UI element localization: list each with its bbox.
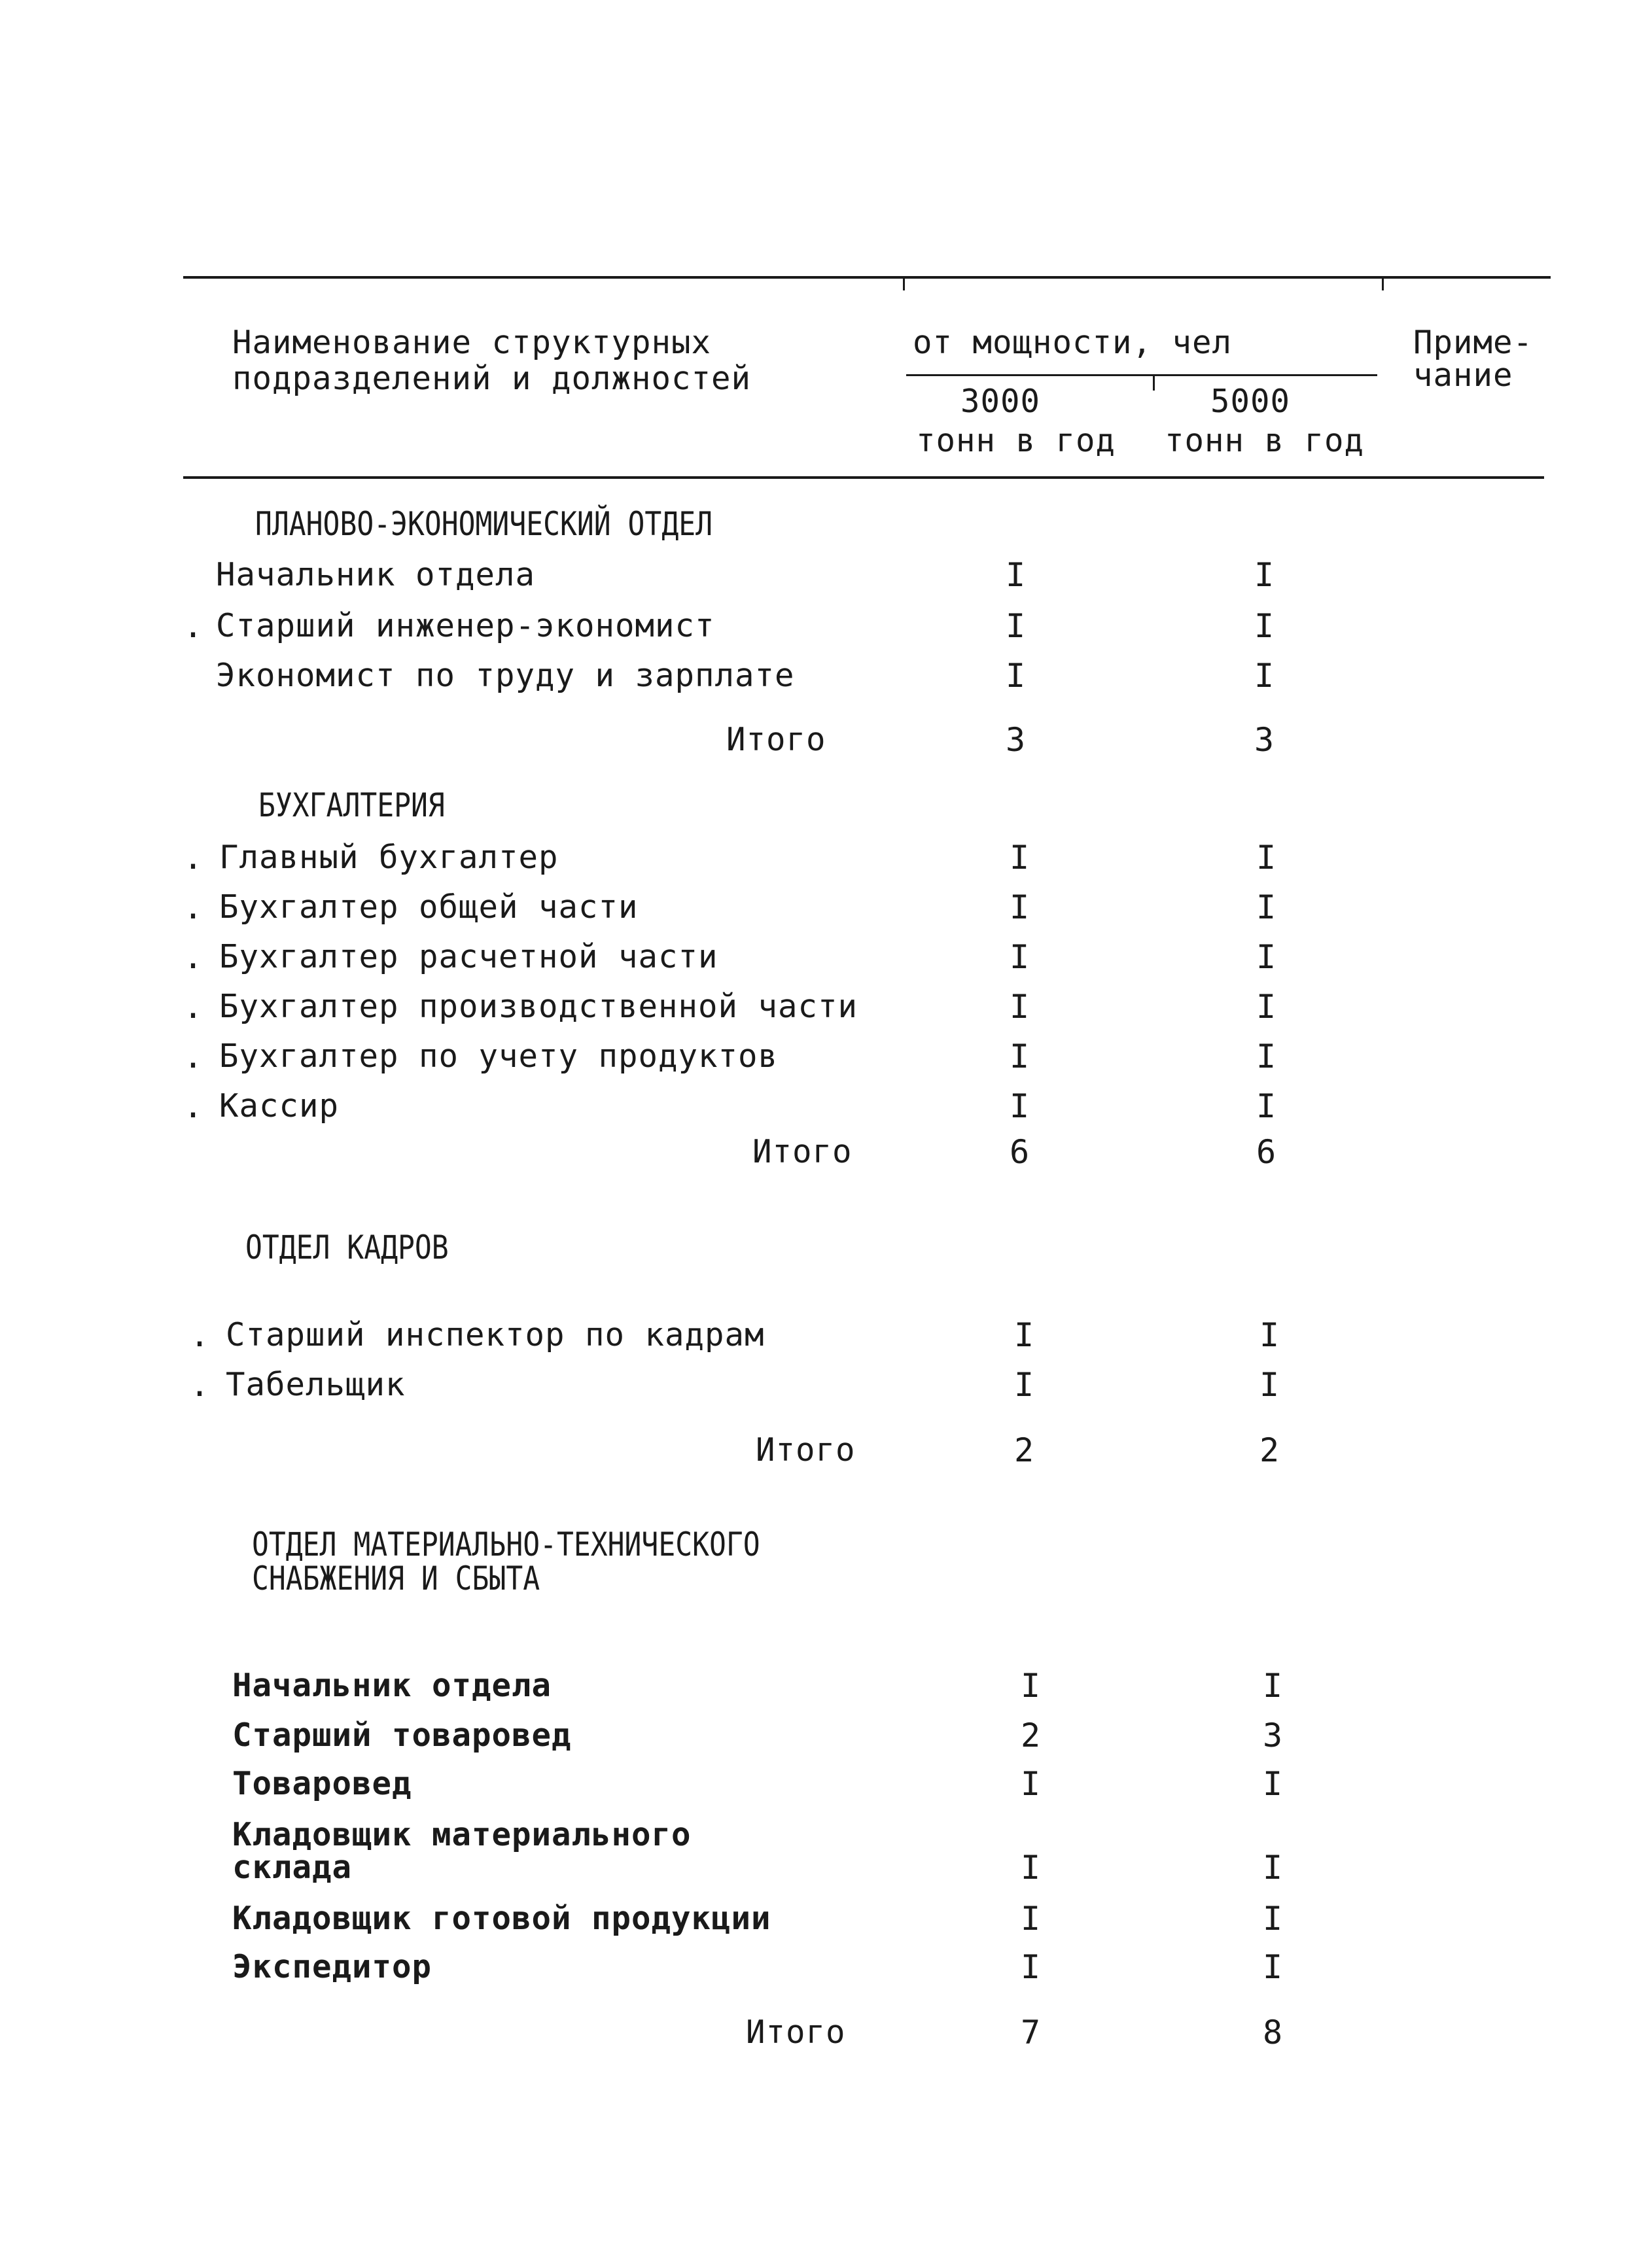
total-value-3000: 3 (1005, 721, 1026, 759)
row-value-3000: I (1009, 1087, 1030, 1125)
row-name: Кассир (219, 1087, 340, 1125)
row-bullet: . (190, 1366, 210, 1404)
row-bullet: . (183, 1087, 203, 1125)
row-name-line1: Кладовщик материального (232, 1816, 692, 1853)
header-tick (1153, 376, 1155, 391)
total-value-5000: 3 (1254, 721, 1275, 759)
header-cap2-value: 5000 (1210, 383, 1291, 420)
row-name: Старший инспектор по кадрам (226, 1316, 765, 1353)
row-name-line2: склада (232, 1849, 353, 1886)
row-name: Бухгалтер общей части (219, 888, 639, 926)
header-note-line2: чание (1413, 357, 1513, 394)
row-bullet: . (183, 888, 203, 926)
row-value-5000: I (1256, 938, 1276, 976)
row-value-5000: I (1256, 1038, 1276, 1075)
total-label: Итого (726, 721, 826, 758)
row-value-5000: I (1256, 839, 1276, 877)
total-value-5000: 6 (1256, 1133, 1276, 1171)
row-value-3000: I (1009, 988, 1030, 1026)
row-value-3000: I (1009, 839, 1030, 877)
total-label: Итого (752, 1133, 853, 1170)
row-name: Товаровед (232, 1765, 412, 1802)
section-title: ПЛАНОВО-ЭКОНОМИЧЕСКИЙ ОТДЕЛ (255, 505, 713, 543)
row-value-5000: I (1262, 1667, 1283, 1705)
row-value-3000: 2 (1020, 1717, 1041, 1754)
row-name: Начальник отдела (232, 1667, 552, 1704)
row-name: Бухгалтер производственной части (219, 988, 858, 1025)
row-value-3000: I (1020, 1765, 1041, 1803)
row-value-5000: I (1262, 1765, 1283, 1803)
row-bullet: . (183, 839, 203, 877)
header-note-line1: Приме- (1413, 324, 1534, 361)
section-title: БУХГАЛТЕРИЯ (258, 786, 445, 824)
row-value-5000: I (1262, 1900, 1283, 1938)
row-value-3000: I (1013, 1316, 1034, 1354)
row-value-3000: I (1020, 1667, 1041, 1705)
section-title-line1: ОТДЕЛ МАТЕРИАЛЬНО-ТЕХНИЧЕСКОГО (252, 1526, 760, 1563)
row-value-3000: I (1020, 1849, 1041, 1887)
section-title: ОТДЕЛ КАДРОВ (245, 1229, 449, 1266)
row-name: Бухгалтер расчетной части (219, 938, 718, 975)
header-cap1-unit: тонн в год (916, 422, 1116, 459)
row-bullet: . (183, 1038, 203, 1075)
row-value-5000: I (1254, 556, 1275, 594)
row-value-3000: I (1013, 1366, 1034, 1404)
header-col1-line2: подразделений и должностей (232, 360, 752, 397)
total-label: Итого (746, 2014, 846, 2051)
row-value-5000: I (1254, 657, 1275, 695)
row-name: Экспедитор (232, 1948, 432, 1985)
header-col1-line1: Наименование структурных (232, 324, 712, 361)
row-value-3000: I (1005, 556, 1026, 594)
total-value-3000: 7 (1020, 2014, 1041, 2051)
row-name: Старший товаровед (232, 1717, 572, 1754)
row-value-5000: I (1259, 1316, 1280, 1354)
row-bullet: . (190, 1316, 210, 1354)
row-name: Главный бухгалтер (219, 839, 559, 876)
row-name: Бухгалтер по учету продуктов (219, 1038, 779, 1075)
total-value-3000: 6 (1009, 1133, 1030, 1171)
row-name: Табельщик (226, 1366, 406, 1403)
row-bullet: . (183, 607, 203, 645)
row-value-3000: I (1009, 888, 1030, 926)
row-value-5000: I (1259, 1366, 1280, 1404)
header-tick (1382, 276, 1384, 290)
total-value-5000: 2 (1259, 1431, 1280, 1469)
row-value-5000: I (1262, 1849, 1283, 1887)
row-name: Старший инженер-экономист (216, 607, 715, 644)
row-bullet: . (183, 938, 203, 976)
row-name: Начальник отдела (216, 556, 536, 593)
row-value-3000: I (1009, 1038, 1030, 1075)
row-value-3000: I (1005, 607, 1026, 645)
header-top-rule (183, 276, 1551, 279)
header-capacity-label: от мощности, чел (913, 324, 1233, 361)
row-value-5000: I (1262, 1948, 1283, 1986)
header-bottom-rule (183, 476, 1544, 479)
row-value-3000: I (1009, 938, 1030, 976)
row-name: Кладовщик готовой продукции (232, 1900, 771, 1937)
row-bullet: . (183, 988, 203, 1026)
section-title-line2: СНАБЖЕНИЯ И СБЫТА (252, 1560, 540, 1597)
row-value-5000: I (1256, 988, 1276, 1026)
row-value-5000: I (1254, 607, 1275, 645)
row-value-5000: I (1256, 1087, 1276, 1125)
row-value-5000: I (1256, 888, 1276, 926)
row-value-3000: I (1020, 1948, 1041, 1986)
header-cap2-unit: тонн в год (1165, 422, 1365, 459)
header-tick (903, 276, 905, 290)
row-name: Экономист по труду и зарплате (216, 657, 795, 694)
row-value-3000: I (1005, 657, 1026, 695)
header-capacity-rule (906, 374, 1377, 376)
row-value-5000: 3 (1262, 1717, 1283, 1754)
row-value-3000: I (1020, 1900, 1041, 1938)
total-value-3000: 2 (1013, 1431, 1034, 1469)
total-value-5000: 8 (1262, 2014, 1283, 2051)
total-label: Итого (756, 1431, 856, 1469)
header-cap1-value: 3000 (960, 383, 1041, 420)
